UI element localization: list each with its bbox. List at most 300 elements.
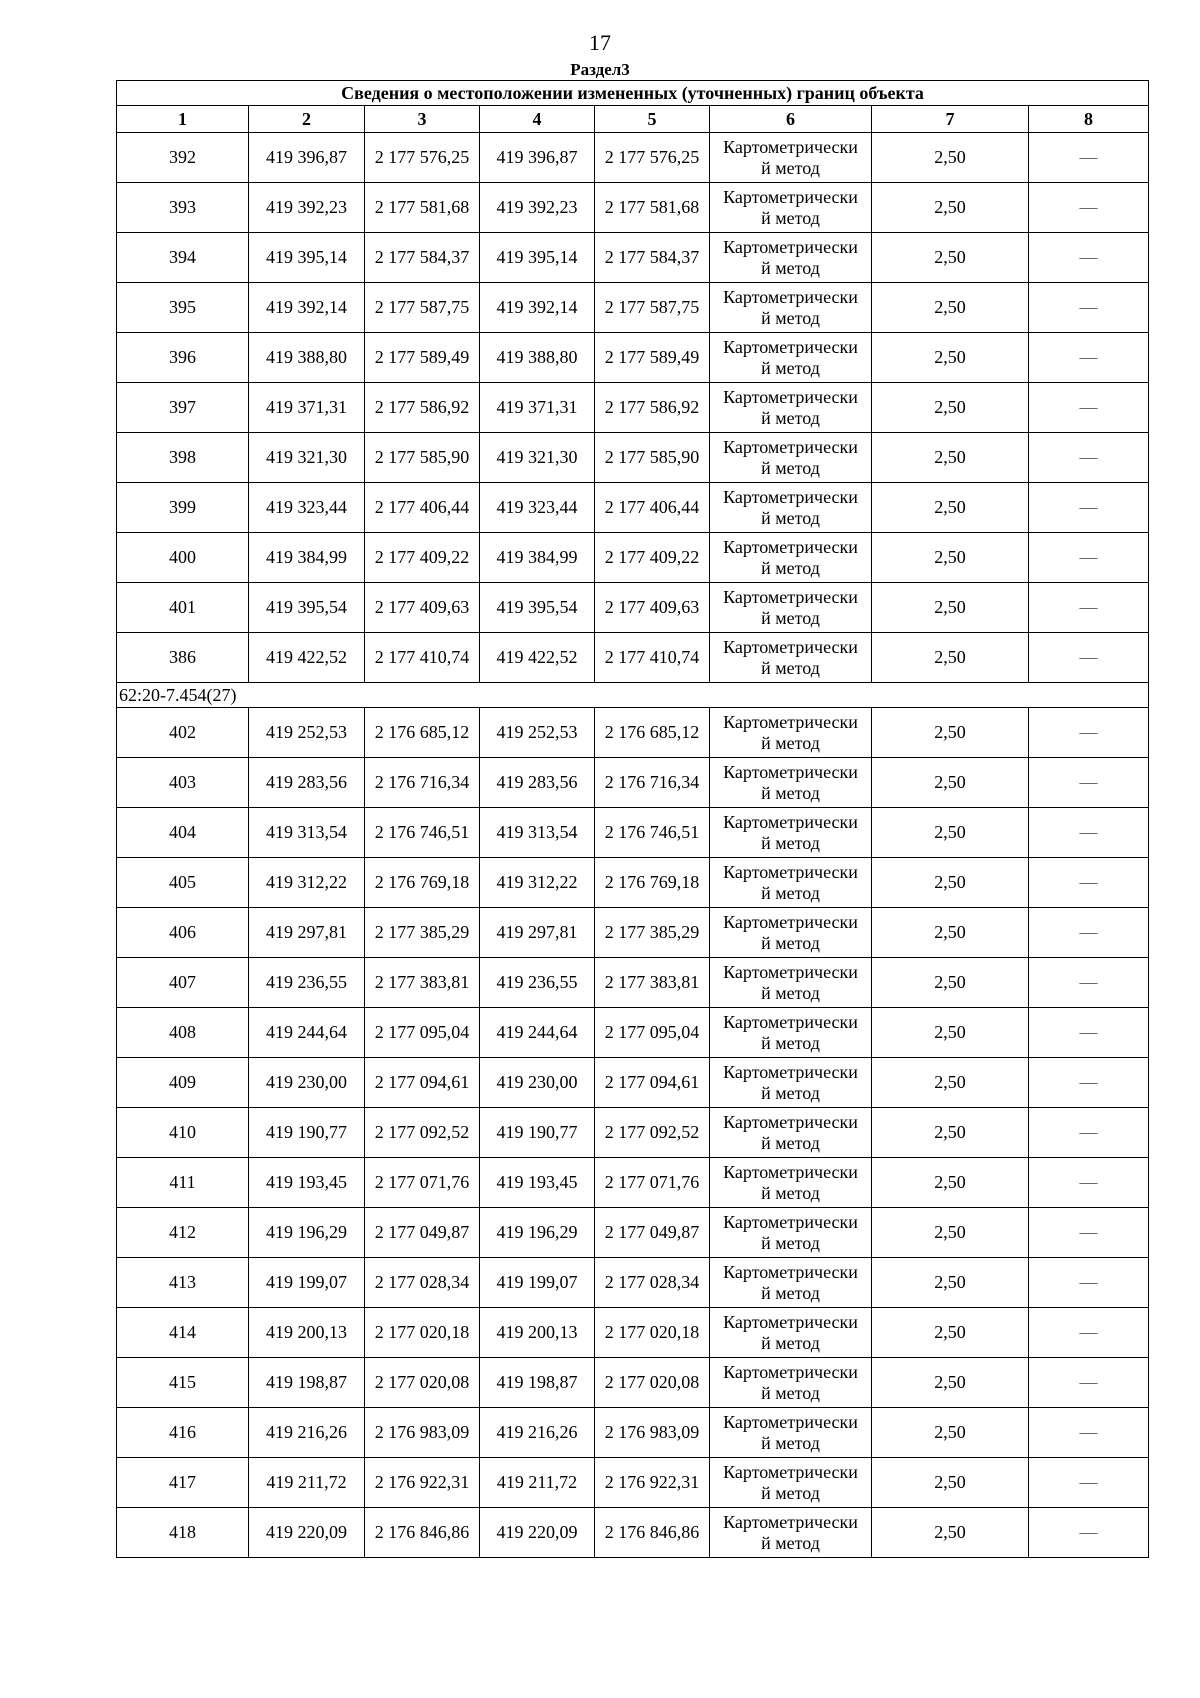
method-line-2: й метод (761, 307, 820, 328)
coord-x-old-cell: 419 323,44 (249, 483, 365, 533)
column-number: 3 (365, 106, 480, 133)
coord-x-old-cell: 419 297,81 (249, 908, 365, 958)
column-number: 2 (249, 106, 365, 133)
coord-y-new-cell: 2 177 092,52 (595, 1108, 710, 1158)
method-cell (710, 1458, 872, 1508)
description-cell: — (1029, 183, 1149, 233)
method-line-1: Картометрически (723, 1011, 858, 1032)
coord-x-old-cell: 419 200,13 (249, 1308, 365, 1358)
description-cell: — (1029, 958, 1149, 1008)
column-number-row (117, 106, 1149, 133)
section-title: Раздел3 (570, 60, 630, 79)
coord-y-old-cell: 2 177 049,87 (365, 1208, 480, 1258)
coord-x-new-cell: 419 236,55 (480, 958, 595, 1008)
method-line-2: й метод (761, 257, 820, 278)
coord-x-new-cell: 419 190,77 (480, 1108, 595, 1158)
accuracy-cell: 2,50 (872, 1008, 1029, 1058)
coord-x-old-cell: 419 199,07 (249, 1258, 365, 1308)
description-cell: — (1029, 1158, 1149, 1208)
table-row (117, 1258, 1149, 1308)
method-line-2: й метод (761, 1032, 820, 1053)
coord-y-old-cell: 2 177 092,52 (365, 1108, 480, 1158)
method-cell (710, 283, 872, 333)
method-line-2: й метод (761, 1082, 820, 1103)
method-line-2: й метод (761, 1232, 820, 1253)
coord-y-old-cell: 2 176 769,18 (365, 858, 480, 908)
description-cell: — (1029, 1308, 1149, 1358)
table-row (117, 183, 1149, 233)
description-cell: — (1029, 1058, 1149, 1108)
method-line-2: й метод (761, 1432, 820, 1453)
point-number-cell: 410 (117, 1108, 249, 1158)
method-cell (710, 533, 872, 583)
method-line-2: й метод (761, 507, 820, 528)
point-number-cell: 401 (117, 583, 249, 633)
accuracy-cell: 2,50 (872, 1258, 1029, 1308)
coord-x-new-cell: 419 313,54 (480, 808, 595, 858)
coord-x-new-cell: 419 384,99 (480, 533, 595, 583)
coord-y-old-cell: 2 177 584,37 (365, 233, 480, 283)
coord-y-new-cell: 2 177 020,08 (595, 1358, 710, 1408)
method-line-1: Картометрически (723, 486, 858, 507)
coord-x-old-cell: 419 395,14 (249, 233, 365, 283)
method-line-1: Картометрически (723, 711, 858, 732)
method-cell (710, 1508, 872, 1558)
method-line-2: й метод (761, 1332, 820, 1353)
point-number-cell: 386 (117, 633, 249, 683)
description-cell: — (1029, 758, 1149, 808)
accuracy-cell: 2,50 (872, 1508, 1029, 1558)
coord-y-new-cell: 2 177 585,90 (595, 433, 710, 483)
method-line-1: Картометрически (723, 761, 858, 782)
method-line-2: й метод (761, 407, 820, 428)
method-line-1: Картометрически (723, 1261, 858, 1282)
accuracy-cell: 2,50 (872, 1308, 1029, 1358)
table-row (117, 1408, 1149, 1458)
coord-y-new-cell: 2 177 584,37 (595, 233, 710, 283)
accuracy-cell: 2,50 (872, 233, 1029, 283)
coord-y-old-cell: 2 177 028,34 (365, 1258, 480, 1308)
coord-y-old-cell: 2 177 406,44 (365, 483, 480, 533)
table-body (117, 133, 1149, 1558)
method-line-2: й метод (761, 1182, 820, 1203)
coord-y-new-cell: 2 177 576,25 (595, 133, 710, 183)
description-cell: — (1029, 1408, 1149, 1458)
method-line-2: й метод (761, 207, 820, 228)
boundary-coordinates-table (116, 80, 1149, 1558)
description-cell: — (1029, 858, 1149, 908)
coord-x-old-cell: 419 388,80 (249, 333, 365, 383)
method-line-2: й метод (761, 832, 820, 853)
coord-x-old-cell: 419 371,31 (249, 383, 365, 433)
accuracy-cell: 2,50 (872, 1208, 1029, 1258)
coord-y-old-cell: 2 176 716,34 (365, 758, 480, 808)
description-cell: — (1029, 433, 1149, 483)
point-number-cell: 399 (117, 483, 249, 533)
point-number-cell: 405 (117, 858, 249, 908)
point-number-cell: 406 (117, 908, 249, 958)
point-number-cell: 412 (117, 1208, 249, 1258)
accuracy-cell: 2,50 (872, 1108, 1029, 1158)
coord-x-old-cell: 419 236,55 (249, 958, 365, 1008)
coord-x-new-cell: 419 216,26 (480, 1408, 595, 1458)
method-line-1: Картометрически (723, 636, 858, 657)
accuracy-cell: 2,50 (872, 383, 1029, 433)
accuracy-cell: 2,50 (872, 908, 1029, 958)
point-number-cell: 397 (117, 383, 249, 433)
table-row (117, 858, 1149, 908)
coord-y-new-cell: 2 176 983,09 (595, 1408, 710, 1458)
method-line-1: Картометрически (723, 336, 858, 357)
table-row (117, 233, 1149, 283)
method-line-2: й метод (761, 557, 820, 578)
group-header-row (117, 683, 1149, 708)
method-line-1: Картометрически (723, 186, 858, 207)
coord-y-old-cell: 2 177 095,04 (365, 1008, 480, 1058)
table-row (117, 283, 1149, 333)
point-number-cell: 411 (117, 1158, 249, 1208)
coord-y-old-cell: 2 177 409,22 (365, 533, 480, 583)
coord-x-new-cell: 419 395,54 (480, 583, 595, 633)
coord-y-old-cell: 2 177 094,61 (365, 1058, 480, 1108)
coord-y-old-cell: 2 177 020,08 (365, 1358, 480, 1408)
coord-y-old-cell: 2 177 589,49 (365, 333, 480, 383)
table-row (117, 133, 1149, 183)
coord-x-new-cell: 419 371,31 (480, 383, 595, 433)
description-cell: — (1029, 1358, 1149, 1408)
column-number: 8 (1029, 106, 1149, 133)
coord-y-old-cell: 2 177 587,75 (365, 283, 480, 333)
table-row (117, 1008, 1149, 1058)
coord-x-new-cell: 419 199,07 (480, 1258, 595, 1308)
method-line-2: й метод (761, 1282, 820, 1303)
coord-x-old-cell: 419 283,56 (249, 758, 365, 808)
method-line-2: й метод (761, 1532, 820, 1553)
method-line-2: й метод (761, 457, 820, 478)
accuracy-cell: 2,50 (872, 133, 1029, 183)
method-line-1: Картометрически (723, 136, 858, 157)
coord-y-new-cell: 2 176 716,34 (595, 758, 710, 808)
coord-y-new-cell: 2 177 094,61 (595, 1058, 710, 1108)
table-row (117, 383, 1149, 433)
point-number-cell: 413 (117, 1258, 249, 1308)
point-number-cell: 393 (117, 183, 249, 233)
method-line-1: Картометрически (723, 1161, 858, 1182)
table-caption-row (117, 81, 1149, 106)
method-cell (710, 1008, 872, 1058)
method-cell (710, 633, 872, 683)
description-cell: — (1029, 333, 1149, 383)
method-cell (710, 1308, 872, 1358)
point-number-cell: 409 (117, 1058, 249, 1108)
coord-x-new-cell: 419 198,87 (480, 1358, 595, 1408)
coord-x-old-cell: 419 198,87 (249, 1358, 365, 1408)
table-row (117, 908, 1149, 958)
point-number-cell: 395 (117, 283, 249, 333)
accuracy-cell: 2,50 (872, 333, 1029, 383)
coord-x-old-cell: 419 384,99 (249, 533, 365, 583)
method-line-2: й метод (761, 157, 820, 178)
table-row (117, 483, 1149, 533)
method-cell (710, 1258, 872, 1308)
coord-y-new-cell: 2 177 406,44 (595, 483, 710, 533)
method-line-2: й метод (761, 607, 820, 628)
method-cell (710, 1208, 872, 1258)
method-cell (710, 1108, 872, 1158)
coord-x-old-cell: 419 244,64 (249, 1008, 365, 1058)
description-cell: — (1029, 133, 1149, 183)
coord-x-new-cell: 419 312,22 (480, 858, 595, 908)
coord-y-new-cell: 2 177 095,04 (595, 1008, 710, 1058)
table-row (117, 583, 1149, 633)
accuracy-cell: 2,50 (872, 433, 1029, 483)
coord-x-old-cell: 419 190,77 (249, 1108, 365, 1158)
coord-y-new-cell: 2 177 586,92 (595, 383, 710, 433)
method-line-2: й метод (761, 882, 820, 903)
table-caption: Сведения о местоположении измененных (уточненных) границ объекта (117, 81, 1149, 106)
description-cell: — (1029, 1108, 1149, 1158)
coord-y-old-cell: 2 176 746,51 (365, 808, 480, 858)
accuracy-cell: 2,50 (872, 183, 1029, 233)
coord-x-old-cell: 419 196,29 (249, 1208, 365, 1258)
accuracy-cell: 2,50 (872, 483, 1029, 533)
accuracy-cell: 2,50 (872, 858, 1029, 908)
method-line-2: й метод (761, 1382, 820, 1403)
table-row (117, 1108, 1149, 1158)
coord-y-new-cell: 2 176 846,86 (595, 1508, 710, 1558)
table-row (117, 1458, 1149, 1508)
point-number-cell: 407 (117, 958, 249, 1008)
method-line-1: Картометрически (723, 1361, 858, 1382)
coord-x-new-cell: 419 392,14 (480, 283, 595, 333)
table-row (117, 533, 1149, 583)
coord-x-new-cell: 419 388,80 (480, 333, 595, 383)
method-cell (710, 1408, 872, 1458)
coord-x-old-cell: 419 422,52 (249, 633, 365, 683)
description-cell: — (1029, 1258, 1149, 1308)
coord-y-new-cell: 2 177 410,74 (595, 633, 710, 683)
coord-y-new-cell: 2 177 020,18 (595, 1308, 710, 1358)
coord-x-new-cell: 419 211,72 (480, 1458, 595, 1508)
method-cell (710, 708, 872, 758)
description-cell: — (1029, 1458, 1149, 1508)
description-cell: — (1029, 808, 1149, 858)
coord-y-old-cell: 2 177 071,76 (365, 1158, 480, 1208)
coord-y-new-cell: 2 177 409,22 (595, 533, 710, 583)
accuracy-cell: 2,50 (872, 1358, 1029, 1408)
coord-x-new-cell: 419 196,29 (480, 1208, 595, 1258)
coord-x-new-cell: 419 321,30 (480, 433, 595, 483)
description-cell: — (1029, 1208, 1149, 1258)
description-cell: — (1029, 708, 1149, 758)
accuracy-cell: 2,50 (872, 1458, 1029, 1508)
coord-y-new-cell: 2 177 589,49 (595, 333, 710, 383)
table-row (117, 333, 1149, 383)
coord-y-new-cell: 2 177 383,81 (595, 958, 710, 1008)
group-label: 62:20-7.454(27) (117, 683, 1149, 708)
coord-x-old-cell: 419 395,54 (249, 583, 365, 633)
accuracy-cell: 2,50 (872, 633, 1029, 683)
point-number-cell: 408 (117, 1008, 249, 1058)
accuracy-cell: 2,50 (872, 958, 1029, 1008)
coord-x-old-cell: 419 211,72 (249, 1458, 365, 1508)
description-cell: — (1029, 633, 1149, 683)
accuracy-cell: 2,50 (872, 1058, 1029, 1108)
column-number: 6 (710, 106, 872, 133)
coord-y-new-cell: 2 177 385,29 (595, 908, 710, 958)
point-number-cell: 417 (117, 1458, 249, 1508)
method-cell (710, 333, 872, 383)
point-number-cell: 402 (117, 708, 249, 758)
point-number-cell: 404 (117, 808, 249, 858)
coord-x-new-cell: 419 244,64 (480, 1008, 595, 1058)
coord-x-old-cell: 419 392,23 (249, 183, 365, 233)
coord-y-old-cell: 2 177 383,81 (365, 958, 480, 1008)
coord-x-old-cell: 419 230,00 (249, 1058, 365, 1108)
method-line-1: Картометрически (723, 1511, 858, 1532)
coord-y-new-cell: 2 177 071,76 (595, 1158, 710, 1208)
coord-y-old-cell: 2 177 576,25 (365, 133, 480, 183)
method-line-1: Картометрически (723, 1461, 858, 1482)
column-number: 4 (480, 106, 595, 133)
table-row (117, 1058, 1149, 1108)
coord-y-new-cell: 2 177 581,68 (595, 183, 710, 233)
coord-y-old-cell: 2 176 983,09 (365, 1408, 480, 1458)
accuracy-cell: 2,50 (872, 1158, 1029, 1208)
coord-x-new-cell: 419 392,23 (480, 183, 595, 233)
method-line-1: Картометрически (723, 436, 858, 457)
coord-y-old-cell: 2 177 020,18 (365, 1308, 480, 1358)
description-cell: — (1029, 908, 1149, 958)
description-cell: — (1029, 233, 1149, 283)
coord-x-new-cell: 419 252,53 (480, 708, 595, 758)
method-cell (710, 233, 872, 283)
coord-x-new-cell: 419 220,09 (480, 1508, 595, 1558)
coord-x-old-cell: 419 313,54 (249, 808, 365, 858)
coord-x-old-cell: 419 220,09 (249, 1508, 365, 1558)
accuracy-cell: 2,50 (872, 1408, 1029, 1458)
point-number-cell: 414 (117, 1308, 249, 1358)
method-line-1: Картометрически (723, 1411, 858, 1432)
table-row (117, 708, 1149, 758)
coord-y-old-cell: 2 177 585,90 (365, 433, 480, 483)
method-line-1: Картометрически (723, 1111, 858, 1132)
accuracy-cell: 2,50 (872, 808, 1029, 858)
method-line-1: Картометрически (723, 536, 858, 557)
point-number-cell: 418 (117, 1508, 249, 1558)
method-line-2: й метод (761, 657, 820, 678)
coord-x-old-cell: 419 312,22 (249, 858, 365, 908)
description-cell: — (1029, 383, 1149, 433)
table-row (117, 758, 1149, 808)
coord-y-new-cell: 2 177 049,87 (595, 1208, 710, 1258)
method-line-2: й метод (761, 357, 820, 378)
coord-y-new-cell: 2 176 769,18 (595, 858, 710, 908)
table-row (117, 1308, 1149, 1358)
coord-x-old-cell: 419 252,53 (249, 708, 365, 758)
method-line-1: Картометрически (723, 1211, 858, 1232)
coord-y-old-cell: 2 177 581,68 (365, 183, 480, 233)
page-number: 17 (589, 30, 611, 55)
method-cell (710, 958, 872, 1008)
column-number: 7 (872, 106, 1029, 133)
method-line-2: й метод (761, 982, 820, 1003)
method-cell (710, 908, 872, 958)
column-number: 5 (595, 106, 710, 133)
method-cell (710, 483, 872, 533)
coord-x-old-cell: 419 396,87 (249, 133, 365, 183)
method-line-2: й метод (761, 1482, 820, 1503)
coord-y-new-cell: 2 177 028,34 (595, 1258, 710, 1308)
table-row (117, 433, 1149, 483)
method-line-2: й метод (761, 732, 820, 753)
coord-x-new-cell: 419 200,13 (480, 1308, 595, 1358)
coord-y-old-cell: 2 177 410,74 (365, 633, 480, 683)
coord-x-old-cell: 419 216,26 (249, 1408, 365, 1458)
table-row (117, 633, 1149, 683)
coord-y-old-cell: 2 176 846,86 (365, 1508, 480, 1558)
coord-y-old-cell: 2 177 385,29 (365, 908, 480, 958)
method-cell (710, 583, 872, 633)
method-line-1: Картометрически (723, 1061, 858, 1082)
column-number: 1 (117, 106, 249, 133)
description-cell: — (1029, 1508, 1149, 1558)
description-cell: — (1029, 283, 1149, 333)
method-line-1: Картометрически (723, 286, 858, 307)
coord-x-new-cell: 419 396,87 (480, 133, 595, 183)
accuracy-cell: 2,50 (872, 583, 1029, 633)
point-number-cell: 394 (117, 233, 249, 283)
method-line-1: Картометрически (723, 586, 858, 607)
table-row (117, 1158, 1149, 1208)
coord-y-new-cell: 2 177 409,63 (595, 583, 710, 633)
description-cell: — (1029, 1008, 1149, 1058)
coord-x-old-cell: 419 392,14 (249, 283, 365, 333)
accuracy-cell: 2,50 (872, 283, 1029, 333)
method-cell (710, 183, 872, 233)
method-cell (710, 133, 872, 183)
description-cell: — (1029, 583, 1149, 633)
method-cell (710, 1358, 872, 1408)
method-cell (710, 1058, 872, 1108)
method-line-2: й метод (761, 782, 820, 803)
method-cell (710, 433, 872, 483)
coord-y-old-cell: 2 177 586,92 (365, 383, 480, 433)
description-cell: — (1029, 533, 1149, 583)
accuracy-cell: 2,50 (872, 758, 1029, 808)
method-line-2: й метод (761, 1132, 820, 1153)
coord-y-new-cell: 2 176 922,31 (595, 1458, 710, 1508)
coord-y-new-cell: 2 176 746,51 (595, 808, 710, 858)
method-cell (710, 808, 872, 858)
point-number-cell: 400 (117, 533, 249, 583)
method-cell (710, 383, 872, 433)
method-cell (710, 1158, 872, 1208)
coord-x-new-cell: 419 193,45 (480, 1158, 595, 1208)
method-line-1: Картометрически (723, 386, 858, 407)
accuracy-cell: 2,50 (872, 708, 1029, 758)
point-number-cell: 396 (117, 333, 249, 383)
coord-x-old-cell: 419 193,45 (249, 1158, 365, 1208)
coord-x-new-cell: 419 422,52 (480, 633, 595, 683)
table-row (117, 1208, 1149, 1258)
method-line-1: Картометрически (723, 911, 858, 932)
point-number-cell: 398 (117, 433, 249, 483)
coord-y-old-cell: 2 176 685,12 (365, 708, 480, 758)
description-cell: — (1029, 483, 1149, 533)
method-line-2: й метод (761, 932, 820, 953)
coord-x-new-cell: 419 283,56 (480, 758, 595, 808)
